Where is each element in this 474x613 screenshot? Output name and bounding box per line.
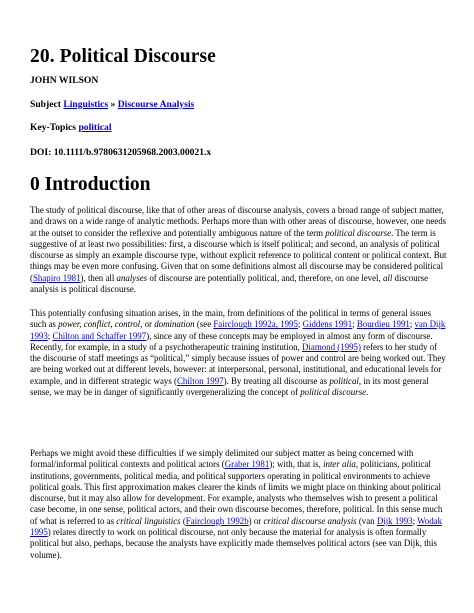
italic-text: inter alia (323, 459, 356, 470)
text: ; (409, 319, 415, 330)
text: ; (352, 319, 357, 330)
chapter-title: 20. Political Discourse (30, 46, 216, 67)
subject-separator: » (110, 99, 116, 110)
citation-link[interactable]: Chilton 1997 (176, 375, 224, 386)
text: ; (412, 515, 418, 526)
text: ); with, that is, (269, 459, 324, 470)
italic-text: critical discourse analysis (263, 515, 357, 526)
author-name: JOHN WILSON (30, 75, 99, 86)
text: Perhaps we might avoid these difficulties if we simply delimited our subject matter as being concerned with formal/informal political contexts and political actors ( (30, 448, 414, 470)
text: ), since any of these concepts may be employed in almost any form of discourse. Recently, for example, in a study of a psychotherapeutic training institution, (30, 330, 433, 352)
italic-text: critical linguistics (116, 515, 181, 526)
key-topic-link-political[interactable]: political (78, 122, 112, 133)
italic-text: all (382, 272, 393, 283)
text: ( (180, 515, 186, 526)
text: of discourse are potentially political, and, therefore, on one level, (147, 272, 383, 283)
italic-text: power, conflict, control (58, 319, 141, 330)
key-topics-line (30, 122, 111, 133)
text: ) or (248, 515, 264, 526)
text: ). By treating all discourse as (223, 375, 330, 386)
paragraph-2 (30, 308, 448, 398)
text: , or (140, 319, 155, 330)
text: ) relates directly to work on political discourse, not only because the material for analysis is often formally political but also, perhaps, because the analysts have explicitly made themselves political actors (see van Dijk, this volume). (30, 527, 437, 560)
citation-link[interactable]: Bourdieu 1991 (356, 319, 410, 330)
citation-link[interactable]: Diamond (1995) (302, 341, 361, 352)
text: . The term is suggestive of at least two possibilities: first, a discourse which is itself political; and second, an analysis of political discourse as simply an example discourse type, without explicit reference to political content or political context. But things may be even more confusing. Given that on some definitions almost all discourse may be considered political ( (30, 227, 447, 283)
doi-line: DOI: 10.1111/b.9780631205968.2003.00021.x (30, 147, 212, 158)
subject-link-linguistics[interactable]: Linguistics (63, 99, 109, 110)
text: ; (297, 319, 303, 330)
text: refers to her study of the discourse of staff meetings as “political,” simply because issues of power and control are being worked out. They are being worked out at different levels, however: at interpersonal, personal, institutional, and educational levels for example, and in different strategic ways ( (30, 341, 446, 386)
citation-link[interactable]: Chilton and Schaffer 1997 (52, 330, 147, 341)
citation-link[interactable]: van Dijk 1993 (30, 319, 446, 341)
citation-link[interactable]: Graber 1981 (224, 459, 270, 470)
citation-link[interactable]: Shapiro 1981 (32, 272, 81, 283)
citation-link[interactable]: Wodak 1995 (30, 515, 443, 538)
citation-link[interactable]: Giddens 1991 (302, 319, 353, 330)
paragraph-3 (30, 448, 448, 561)
subject-link-discourse-analysis[interactable]: Discourse Analysis (117, 99, 195, 110)
citation-link[interactable]: Fairclough 1992a, 1995 (213, 319, 298, 330)
italic-text: political (329, 375, 359, 386)
italic-text: political discourse (325, 227, 392, 238)
paragraph-1 (30, 205, 448, 295)
text: (see (194, 319, 214, 330)
text: , politicians, political institutions, governments, political media, and political supporters operating in political environments to achieve political goals. This first approximation makes clearer the kinds of limits we might place on thinking about political discourse, but it may also allow for development. For example, analysts who themselves wish to present a political case become, in one sense, political actors, and their own discourse becomes, therefore, political. In this sense much of what is referred to as (30, 459, 443, 526)
text: ; (47, 330, 53, 341)
subject-label: Subject (30, 99, 61, 110)
text: (van (356, 515, 377, 526)
subject-line (30, 99, 194, 110)
text: This potentially confusing situation arises, in the main, from definitions of the political in terms of general issues such as (30, 308, 432, 330)
text: ), then all (80, 272, 117, 283)
key-topics-label: Key-Topics (30, 122, 77, 133)
text: The study of political discourse, like that of other areas of discourse analysis, covers a broad range of subject matter, and draws on a wide range of analytic methods. Perhaps more than with other areas of discourse, however, one needs at the outset to consider the reflexive and potentially ambiguous nature of the term (30, 205, 447, 238)
citation-link[interactable]: Dijk 1993 (376, 515, 413, 526)
italic-text: analyses (116, 272, 148, 283)
section-title: 0 Introduction (30, 174, 151, 195)
text: discourse analysis is political discourse. (30, 272, 429, 295)
text: , in its most general sense, we may be in danger of significantly overgeneralizing the concept of (30, 375, 429, 398)
italic-text: domination (154, 319, 195, 330)
italic-text: political discourse (300, 387, 367, 398)
citation-link[interactable]: Fairclough 1992b (185, 515, 249, 526)
text: . (366, 387, 369, 398)
